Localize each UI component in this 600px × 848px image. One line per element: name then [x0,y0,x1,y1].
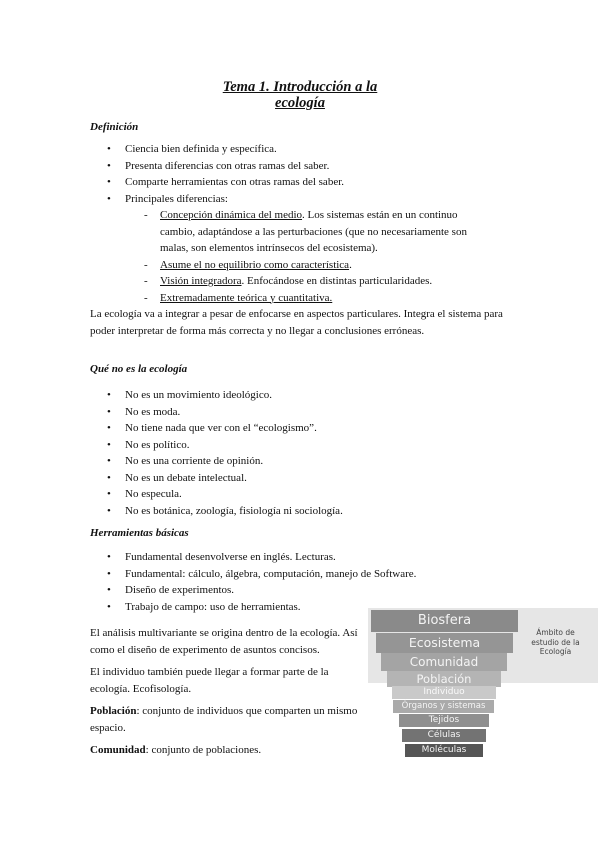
list-item: • No es una corriente de opinión. [90,453,510,470]
list-item: • No es político. [90,437,510,454]
sublist-term: Asume el no equilibrio como característica [160,258,350,271]
pyramid-level-comunidad: Comunidad [381,653,507,671]
list-item: • No es moda. [90,404,510,421]
list-item: • No es botánica, zoología, fisiología ni sociología. [90,503,510,520]
sublist-term: Visión integradora [160,275,242,287]
pyramid-level-biosfera: Biosfera [371,610,518,632]
list-item: • Diseño de experimentos. [90,582,510,599]
list-item: • No es un movimiento ideológico. [90,387,510,404]
comunidad-definition: : conjunto de poblaciones. [145,744,262,756]
poblacion-paragraph [90,703,362,736]
sublist-item [125,257,485,274]
sublist-item [125,273,485,290]
pyramid-level-moleculas: Moléculas [405,744,483,757]
definicion-paragraph: La ecología va a integrar a pesar de enfocarse en aspectos particulares. Integra el sistema para poder interpretar de forma más correcta y no llegar a conclusiones erróneas. [90,308,503,337]
definicion-list [90,141,510,306]
list-item-label: Principales diferencias: [125,192,228,205]
pyramid-level-organos: Órganos y sistemas [393,700,494,713]
comunidad-term: Comunidad [90,744,146,756]
herramientas-list [90,549,510,615]
section-heading-no-es: Qué no es la ecología [90,363,188,375]
list-item: • No tiene nada que ver con el “ecologismo”. [90,420,510,437]
list-item: • Comparte herramientas con otras ramas del saber. [90,174,510,191]
pyramid-level-celulas: Células [402,729,486,742]
list-item: • No especula. [90,486,510,503]
pyramid-level-poblacion: Población [387,671,501,687]
sublist-text: . [349,258,352,271]
list-item: • Ciencia bien definida y específica. [90,141,510,158]
document-title-line1: Tema 1. Introducción a la [222,79,378,95]
individuo-paragraph: El individuo también puede llegar a formar parte de la ecología. Ecofisología. [90,666,329,695]
sublist-item [125,207,485,257]
sublist-text: . Enfocándose en distintas particularidades. [241,275,433,287]
sublist-text: . Los sistemas están en un continuo cambio, adaptándose a las perturbaciones (que no necesariamente son malas, son elementos intrínsecos del ecosistema). [160,209,467,254]
list-item: • Fundamental desenvolverse en inglés. Lecturas. [90,549,510,566]
no-es-list [90,387,510,519]
poblacion-definition: : conjunto de individuos que comparten un mismo espacio. [90,705,358,734]
poblacion-term: Población [90,705,137,717]
ambito-label: Ámbito de estudio de la Ecología [531,628,580,656]
list-item: • Fundamental: cálculo, álgebra, computación, manejo de Software. [90,566,510,583]
list-item [90,191,510,307]
list-item: • Trabajo de campo: uso de herramientas. [90,599,510,616]
pyramid-level-individuo: Individuo [392,686,496,699]
sublist-term: Concepción dinámica del medio [160,209,303,221]
comunidad-paragraph [90,742,362,759]
sublist-term: Extremadamente teórica y cuantitativa. [160,291,333,304]
pyramid-level-ecosistema: Ecosistema [376,633,513,653]
multivariante-paragraph: El análisis multivariante se origina dentro de la ecología. Así como el diseño de experimento de asuntos concisos. [90,627,358,656]
sublist-item [125,290,485,307]
list-item: • Presenta diferencias con otras ramas del saber. [90,158,510,175]
pyramid-level-tejidos: Tejidos [399,714,489,727]
section-heading-definicion: Definición [90,121,139,133]
list-item: • No es un debate intelectual. [90,470,510,487]
document-title-line2: ecología [275,95,325,111]
diferencias-sublist [125,207,485,306]
section-heading-herramientas: Herramientas básicas [90,527,189,539]
